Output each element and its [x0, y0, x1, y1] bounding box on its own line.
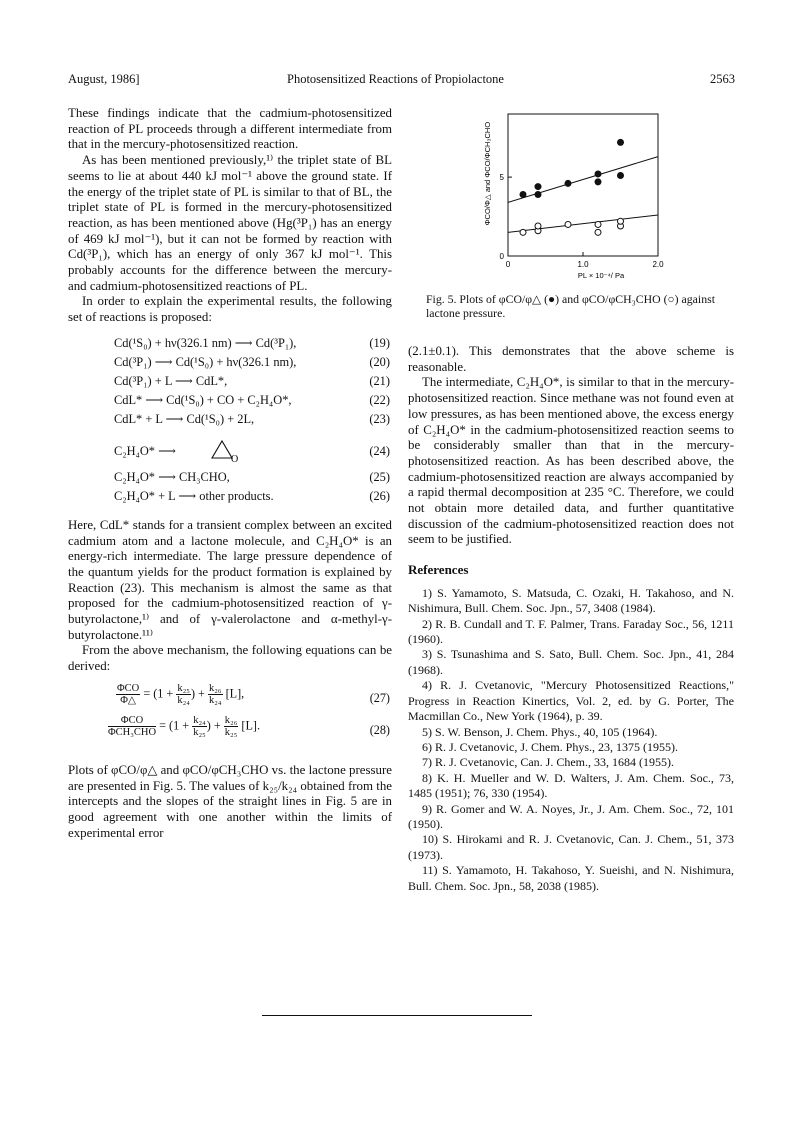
open-point	[565, 221, 571, 227]
page-number: 2563	[710, 72, 735, 86]
paragraph: The intermediate, C₂H₄O*, is similar to that in the mercury-photosensitized reaction. Since methane was not found even at low pressures, as has been mentioned above, the excess energy of C₂H₄O* in the cadmium-photosensitized reaction seems to be considerably smaller than that in the mercury-photosensitized reaction. As has been described above, the cadmium-photosensitized reaction are always accompanied by a rapid thermal decomposition at 235 °C. Therefore, we could not obtain more detailed data, and further quantitative discussion of the cadmium-photosensitized reaction does not seem to be justified.	[408, 375, 734, 547]
reference-item: 6) R. J. Cvetanovic, J. Chem. Phys., 23, 1375 (1955).	[422, 739, 678, 754]
x-tick-label: 1.0	[577, 260, 589, 269]
filled-point	[618, 139, 624, 145]
reference-item: 1) S. Yamamoto, S. Matsuda, C. Ozaki, H. Takahoso, and N. Nishimura, Bull. Chem. Soc. Jpn., 57, 3408 (1984).	[408, 585, 734, 616]
reaction-24: C₂H₄O* ⟶ O (24)	[68, 436, 392, 470]
reference-item: 8) K. H. Mueller and W. D. Walters, J. Am. Chem. Soc., 73, 1485 (1951); 76, 330 (1954).	[408, 770, 734, 801]
paragraph: (2.1±0.1). This demonstrates that the above scheme is reasonable.	[408, 344, 734, 374]
figure-caption: Fig. 5. Plots of φCO/φ△ (●) and φCO/φCH₃CHO (○) against lactone pressure.	[426, 292, 715, 320]
svg-text:O: O	[231, 453, 238, 462]
paragraph: Plots of φCO/φ△ and φCO/φCH₃CHO vs. the lactone pressure are presented in Fig. 5. The values of k₂₅/k₂₄ obtained from the intercepts and the slopes of the straight lines in Fig. 5 are in good agreement with one another within the limits of experimental error	[68, 762, 392, 840]
x-axis-label: PL × 10⁻⁴/ Pa	[577, 271, 625, 280]
open-point	[595, 221, 601, 227]
running-header-date: August, 1986]	[68, 72, 140, 86]
paragraph: From the above mechanism, the following equations can be derived:	[68, 643, 392, 674]
reaction-25: C₂H₄O* ⟶ CH₃CHO, (25)	[114, 469, 390, 484]
equation-28: ΦCO ΦCH₃CHO = (1 + $\frac{\text{k₂₄}}{\text{k₂₅}}$ ) + $\frac{\text{k₂₆}}{\text{k₂₅}}$ [L]. (28)	[108, 714, 390, 738]
x-tick-label: 0	[505, 260, 511, 269]
filled-point	[565, 180, 571, 186]
filled-point	[618, 173, 624, 179]
reference-item: 7) R. J. Cvetanovic, Can. J. Chem., 33, 1684 (1955).	[422, 755, 674, 770]
left-column	[68, 106, 392, 841]
reaction-21: Cd(³P₁) + L ⟶ CdL*, (21)	[114, 373, 390, 388]
filled-point	[535, 184, 541, 190]
y-axis-label: ΦCO/Φ△ and ΦCO/ΦCH₃CHO	[483, 121, 492, 226]
open-point	[535, 223, 541, 229]
reference-item: 11) S. Yamamoto, H. Takahoso, Y. Sueishi, and N. Nishimura, Bull. Chem. Soc. Jpn., 58, 2038 (1985).	[408, 863, 734, 893]
reaction-26: C₂H₄O* + L ⟶ other products. (26)	[114, 488, 390, 503]
filled-point	[535, 191, 541, 197]
open-point	[618, 218, 624, 224]
plot-frame	[508, 114, 658, 256]
filled-point	[520, 191, 526, 197]
reaction-19: Cd(¹S₀) + hν(326.1 nm) ⟶ Cd(³P₁), (19)	[114, 335, 390, 350]
reference-item: 9) R. Gomer and W. A. Noyes, Jr., J. Am. Chem. Soc., 72, 101 (1950).	[408, 801, 734, 831]
open-point	[595, 229, 601, 235]
paragraph: In order to explain the experimental results, the following set of reactions is proposed:	[68, 294, 392, 325]
filled-point	[595, 171, 601, 177]
oxirane-ring-icon	[208, 436, 238, 462]
references-heading: References	[408, 562, 469, 578]
paragraph: As has been mentioned previously,¹⁾ the triplet state of BL seems to lie at about 440 kJ mol⁻¹ above the ground state. If the energy of the triplet state of PL is similar to that of BL, the triplet state of PL is formed in the mercury-photosensitized reaction, as has been mentioned above (Hg(³P₁) has an energy of 469 kJ mol⁻¹), but it can not be formed by reaction with Cd(³P₁), which has an energy of only 367 kJ mol⁻¹. This probably accounts for the difference between the mercury- and cadmium-photosensitized reactions of PL.	[68, 153, 392, 293]
paragraph: These findings indicate that the cadmium-photosensitized reaction of PL proceeds through a different intermediate from that in the mercury-photosensitized reaction.	[68, 106, 392, 152]
equation-block	[68, 683, 392, 747]
fit-line	[508, 215, 658, 232]
y-tick-label: 0	[499, 252, 504, 261]
end-rule	[262, 1015, 532, 1016]
equation-27: ΦCO Φ△ = (1 + $\frac{\text{k₂₅}}{\text{k₂₄}}$ ) + $\frac{\text{k₂₆}}{\text{k₂₄}}$ [L], (27)	[117, 682, 390, 706]
reference-item: 2) R. B. Cundall and T. F. Palmer, Trans. Faraday Soc., 56, 1211 (1960).	[408, 616, 734, 647]
reaction-20: Cd(³P₁) ⟶ Cd(¹S₀) + hν(326.1 nm), (20)	[114, 354, 390, 369]
references	[408, 562, 734, 894]
reaction-22: CdL* ⟶ Cd(¹S₀) + CO + C₂H₄O*, (22)	[114, 392, 390, 407]
reaction-23: CdL* + L ⟶ Cd(¹S₀) + 2L, (23)	[114, 411, 390, 426]
x-tick-label: 2.0	[652, 260, 664, 269]
filled-point	[595, 179, 601, 185]
right-column	[408, 344, 734, 894]
y-tick-label: 5	[499, 173, 504, 183]
fit-line	[508, 157, 658, 203]
running-header-title: Photosensitized Reactions of Propiolactone	[287, 72, 504, 86]
reaction-scheme	[68, 336, 392, 508]
open-point	[520, 229, 526, 235]
reference-item: 10) S. Hirokami and R. J. Cvetanovic, Can. J. Chem., 51, 373 (1973).	[408, 832, 734, 862]
reference-item: 4) R. J. Cvetanovic, "Mercury Photosensitized Reactions," Progress in Reaction Kinertics, Vol. 2, ed. by G. Porter, The Macmillan Co., New York (1964), p. 39.	[408, 678, 734, 724]
reference-item: 5) S. W. Benson, J. Chem. Phys., 40, 105 (1964).	[422, 724, 658, 739]
figure-5-chart	[478, 110, 698, 280]
paragraph: Here, CdL* stands for a transient complex between an excited cadmium atom and a lactone molecule, and C₂H₄O* is an energy-rich intermediate. The large pressure dependence of the quantum yields for the product formation is explained by Reaction (23). This mechanism is almost the same as that proposed for the cadmium-photosensitized reaction of γ-butyrolactone,¹⁾ and of γ-valerolactone and α-methyl-γ-butyrolactone.¹¹⁾	[68, 517, 392, 642]
reference-item: 3) S. Tsunashima and S. Sato, Bull. Chem. Soc. Jpn., 41, 284 (1968).	[408, 647, 734, 677]
